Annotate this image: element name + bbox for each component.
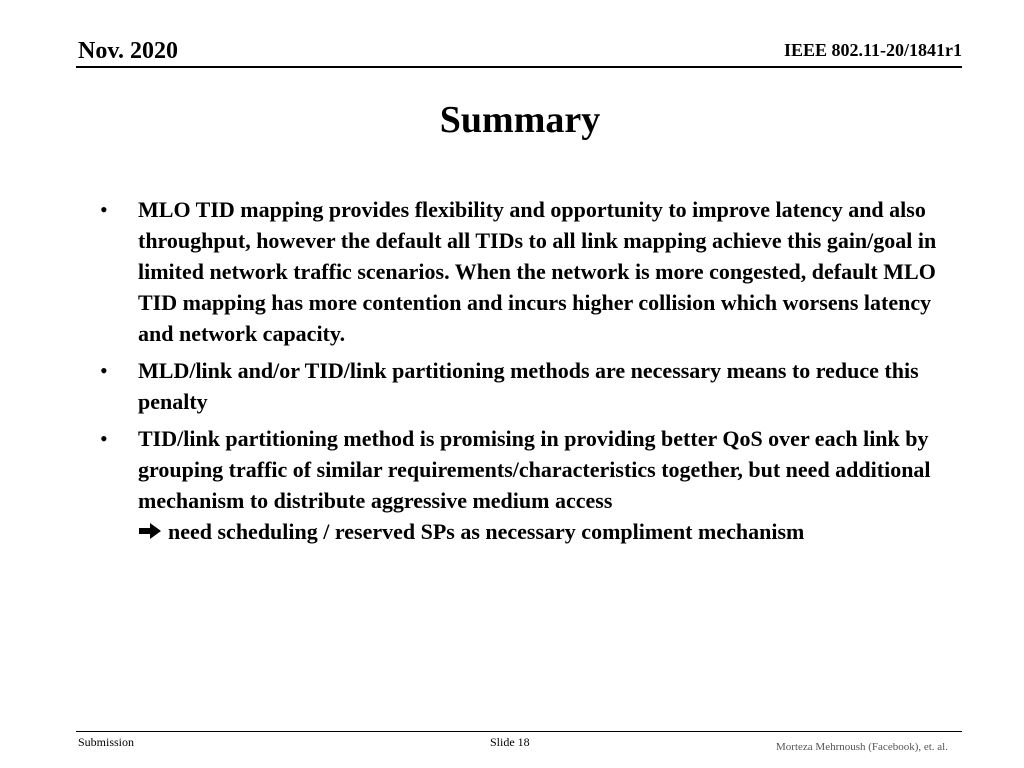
- bullet-item: [100, 423, 960, 547]
- right-arrow-icon: [138, 521, 162, 541]
- slide-number: Slide 18: [490, 735, 530, 749]
- bullet-item: [100, 355, 960, 417]
- document-id: IEEE 802.11-20/1841r1: [783, 40, 962, 60]
- bullet-dot-icon: •: [100, 197, 108, 222]
- bullet-list: [100, 194, 960, 553]
- bullet-text: MLD/link and/or TID/link partitioning methods are necessary means to reduce this penalty: [138, 358, 919, 414]
- bullet-dot-icon: •: [100, 358, 108, 383]
- header-date: Nov. 2020: [78, 38, 179, 64]
- bullet-item: [100, 194, 960, 349]
- footer-divider: [76, 731, 962, 732]
- footer-submission: Submission: [78, 735, 135, 749]
- header-divider: [76, 66, 962, 68]
- sub-point: [138, 516, 960, 547]
- bullet-dot-icon: •: [100, 426, 108, 451]
- sub-point-text: need scheduling / reserved SPs as necessary compliment mechanism: [168, 519, 805, 544]
- footer-author: Morteza Mehrnoush (Facebook), et. al.: [776, 741, 948, 753]
- slide-title: Summary: [439, 99, 601, 141]
- bullet-text: MLO TID mapping provides flexibility and opportunity to improve latency and also throughput, however the default all TIDs to all link mapping achieve this gain/goal in limited network traffic scenarios. When the network is more congested, default MLO TID mapping has more contention and incurs higher collision which worsens latency and network capacity.: [138, 197, 937, 346]
- bullet-text: TID/link partitioning method is promising in providing better QoS over each link by grouping traffic of similar requirements/characteristics together, but need additional mechanism to distribute aggressive medium access: [138, 426, 931, 513]
